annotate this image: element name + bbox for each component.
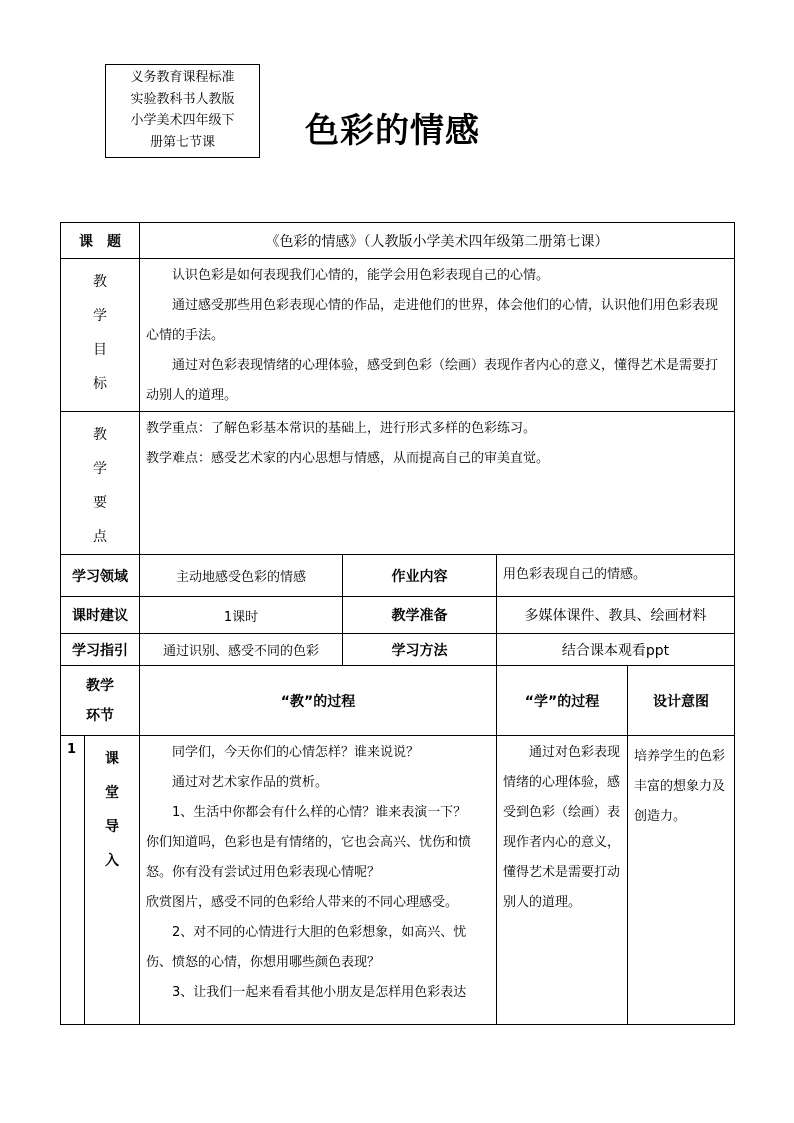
stage-header-line: 教学	[86, 677, 114, 694]
key-points-label	[61, 412, 140, 555]
teach-line: 通过对艺术家作品的赏析。	[172, 775, 329, 790]
step-intent-content	[628, 736, 735, 1025]
objectives-label-char: 标	[93, 376, 107, 392]
teach-process-header: “教”的过程	[140, 666, 497, 736]
key-point-item: 教学难点：感受艺术家的内心思想与情感，从而提高自己的审美直觉。	[146, 451, 550, 466]
step-stage-char: 入	[105, 853, 119, 869]
topic-row	[61, 223, 735, 259]
method-value: 结合课本观看ppt	[497, 634, 735, 666]
topic-label: 课 题	[61, 223, 140, 259]
objective-item: 认识色彩是如何表现我们心情的，能学会用色彩表现自己的心情。	[172, 268, 550, 283]
teach-line: 1、生活中你都会有什么样的心情？谁来表演一下？	[172, 805, 467, 820]
step-teach-content	[140, 736, 497, 1025]
time-label: 课时建议	[61, 597, 140, 634]
step-stage	[85, 736, 140, 1025]
objectives-label	[61, 259, 140, 412]
step-stage-char: 堂	[105, 785, 119, 801]
objective-item: 通过感受那些用色彩表现心情的作品，走进他们的世界，体会他们的心情，认识他们用色彩表现心情的手法。	[146, 298, 719, 343]
stage-header	[61, 666, 140, 736]
intent-text: 培养学生的色彩丰富的想象力及创造力。	[634, 749, 726, 824]
process-header-row	[61, 666, 735, 736]
step-stage-char: 导	[105, 819, 119, 835]
guide-row	[61, 634, 735, 666]
guide-label: 学习指引	[61, 634, 140, 666]
step-learn-content	[497, 736, 628, 1025]
document-title: 色彩的情感	[305, 111, 480, 151]
domain-value: 主动地感受色彩的情感	[140, 555, 343, 597]
step-1-row	[61, 736, 735, 1025]
key-points-label-char: 点	[93, 529, 107, 545]
teach-line: 3、让我们一起来看看其他小朋友是怎样用色彩表达	[172, 985, 467, 1000]
step-number: 1	[61, 736, 85, 1025]
teach-line: 你们知道吗，色彩也是有情绪的，它也会高兴、忧伤和愤怒。你有没有尝试过用色彩表现心情呢？	[146, 835, 472, 880]
time-value: 1课时	[140, 597, 343, 634]
course-info-line-1: 义务教育课程标准	[130, 70, 235, 85]
course-info-line-3: 小学美术四年级下	[130, 113, 235, 128]
key-points-label-char: 要	[93, 495, 107, 511]
stage-header-line: 环节	[86, 707, 114, 724]
step-stage-char: 课	[105, 751, 119, 767]
objectives-label-char: 教	[93, 274, 107, 290]
topic-value: 《色彩的情感》（人教版小学美术四年级第二册第七课）	[140, 223, 735, 259]
domain-row	[61, 555, 735, 597]
key-points-label-char: 教	[93, 427, 107, 443]
time-row	[61, 597, 735, 634]
homework-value: 用色彩表现自己的情感。	[497, 555, 735, 597]
objectives-content	[140, 259, 735, 412]
learn-text: 通过对色彩表现情绪的心理体验，感受到色彩（绘画）表现作者内心的意义，懂得艺术是需要打动别人的道理。	[503, 745, 621, 910]
learn-process-header: “学”的过程	[497, 666, 628, 736]
method-label: 学习方法	[343, 634, 497, 666]
objectives-label-char: 学	[93, 308, 107, 324]
course-info-line-2: 实验教科书人教版	[130, 91, 235, 107]
key-point-item: 教学重点：了解色彩基本常识的基础上，进行形式多样的色彩练习。	[146, 421, 537, 436]
objectives-row	[61, 259, 735, 412]
key-points-content	[140, 412, 735, 555]
objective-item: 通过对色彩表现情绪的心理体验，感受到色彩（绘画）表现作者内心的意义，懂得艺术是需要打动别人的道理。	[146, 358, 719, 403]
teach-line: 2、对不同的心情进行大胆的色彩想象，如高兴、忧伤、愤怒的心情，你想用哪些颜色表现？	[146, 925, 467, 970]
teach-line: 欣赏图片，感受不同的色彩给人带来的不同心理感受。	[146, 895, 459, 910]
lesson-plan-table	[60, 222, 735, 1025]
preparation-label: 教学准备	[343, 597, 497, 634]
course-info-box	[105, 64, 260, 158]
teach-line: 同学们，今天你们的心情怎样？谁来说说？	[172, 745, 420, 760]
homework-label: 作业内容	[343, 555, 497, 597]
key-points-row	[61, 412, 735, 555]
course-info-line-4: 册第七节课	[149, 134, 215, 150]
guide-value: 通过识别、感受不同的色彩	[140, 634, 343, 666]
preparation-value: 多媒体课件、教具、绘画材料	[497, 597, 735, 634]
objectives-label-char: 目	[93, 342, 107, 358]
domain-label: 学习领域	[61, 555, 140, 597]
key-points-label-char: 学	[93, 461, 107, 477]
design-intent-header: 设计意图	[628, 666, 735, 736]
